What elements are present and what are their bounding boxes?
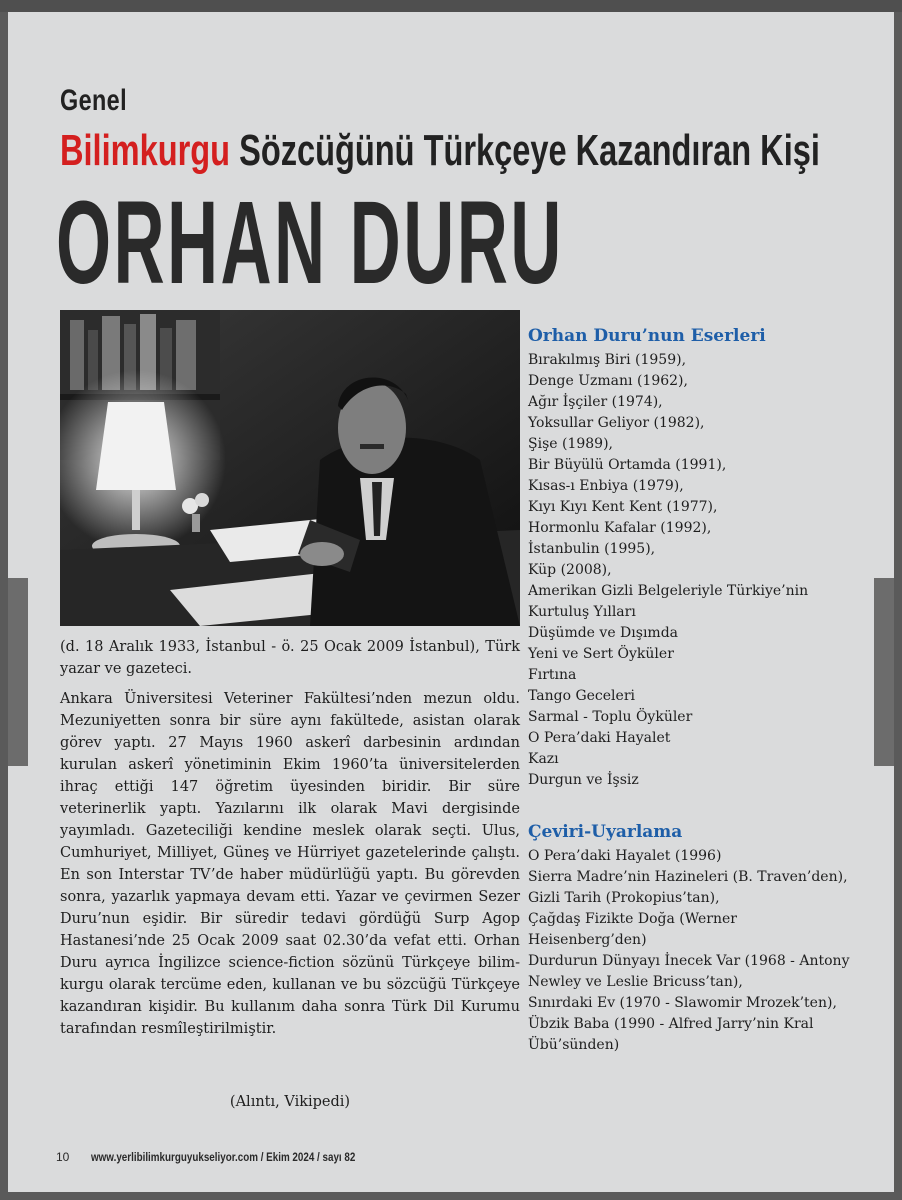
list-item: Yoksullar Geliyor (1982),	[528, 415, 705, 431]
list-item: Hormonlu Kafalar (1992),	[528, 520, 712, 536]
previous-page-tab[interactable]	[8, 578, 28, 766]
translations-list	[528, 846, 868, 1056]
page-number: 10	[56, 1150, 70, 1164]
list-item: Übzik Baba (1990 - Alfred Jarry’nin Kral	[528, 1016, 814, 1032]
list-item: Newley ve Leslie Bricuss’tan),	[528, 974, 743, 990]
translations-title: Çeviri-Uyarlama	[528, 822, 683, 842]
list-item: O Pera’daki Hayalet	[528, 730, 671, 746]
list-item: Sınırdaki Ev (1970 - Slawomir Mrozek’ten),	[528, 995, 837, 1011]
list-item: Kısas-ı Enbiya (1979),	[528, 478, 684, 494]
works-title: Orhan Duru’nun Eserleri	[528, 326, 766, 346]
list-item: Fırtına	[528, 667, 577, 683]
list-item: Gizli Tarih (Prokopius’tan),	[528, 890, 720, 906]
viewer-top-bar	[0, 0, 902, 12]
list-item: O Pera’daki Hayalet (1996)	[528, 848, 722, 864]
birth-death-caption: (d. 18 Aralık 1933, İstanbul - ö. 25 Ocak 2009 İstanbul), Türk yazar ve gazeteci.	[60, 639, 520, 677]
list-item: Amerikan Gizli Belgeleriyle Türkiye’nin	[528, 583, 809, 599]
publication-info: www.yerlibilimkurguyukseliyor.com / Ekim 2024 / sayı 82	[91, 1150, 356, 1164]
list-item: Denge Uzmanı (1962),	[528, 373, 688, 389]
list-item: Durdurun Dünyayı İnecek Var (1968 - Antony	[528, 953, 850, 969]
author-portrait-photo	[60, 310, 520, 626]
list-item: Kazı	[528, 751, 559, 767]
list-item: Heisenberg’den)	[528, 932, 647, 948]
translations-section	[528, 820, 868, 1056]
headline	[60, 126, 820, 176]
list-item: Durgun ve İşsiz	[528, 772, 639, 788]
biography-text: Ankara Üniversitesi Veteriner Fakültesi’nden mezun oldu. Mezuniyetten sonra bir süre aynı fakültede, asistan olarak görev yaptı. 27 Mayıs 1960 askerî darbesinin ardından kurulan askerî yönetiminin Ekim 1960’ta üniversitelerden ihraç ettiği 147 öğretim üyesinden biridir. Bir süre veterinerlik yaptı. Yazılarını ilk olarak Mavi dergisinde yayımladı. Gazeteciliği kendine meslek olarak seçti. Ulus, Cumhuriyet, Milliyet, Güneş ve Hürriyet gazetelerinde çalıştı. En son Interstar TV’de haber müdürlüğü yaptı. Bu görevden sonra, yazarlık yapmaya devam etti. Yazar ve çevirmen Sezer Duru’nun eşidir. Bir süredir tedavi gördüğü Surp Agop Hastanesi’nde 25 Ocak 2009 saat 02.30’da vefat etti. Orhan Duru ayrıca İngilizce science-fiction sözünü Türkçeye bilim-kurgu olarak tercüme eden, kullanan ve bu sözcüğü Türkçeye kazandıran kişidir. Bu kullanım daha sonra Türk Dil Kurumu tarafından resmîleştirilmiştir.	[60, 691, 520, 1037]
next-page-tab[interactable]	[874, 578, 894, 766]
list-item: Şişe (1989),	[528, 436, 613, 452]
list-item: Kıyı Kıyı Kent Kent (1977),	[528, 499, 718, 515]
list-item: Sierra Madre’nin Hazineleri (B. Traven’den),	[528, 869, 848, 885]
list-item: Ağır İşçiler (1974),	[528, 394, 663, 410]
works-section	[528, 324, 868, 791]
list-item: Tango Geceleri	[528, 688, 635, 704]
list-item: Yeni ve Sert Öyküler	[528, 646, 674, 662]
list-item: İstanbulin (1995),	[528, 541, 656, 557]
list-item: Çağdaş Fizikte Doğa (Werner	[528, 911, 737, 927]
page-footer	[56, 1150, 414, 1164]
subject-name: ORHAN DURU	[56, 177, 564, 309]
list-item: Düşümde ve Dışımda	[528, 625, 679, 641]
headline-highlight: Bilimkurgu	[60, 126, 231, 175]
list-item: Bırakılmış Biri (1959),	[528, 352, 687, 368]
works-list	[528, 350, 868, 791]
list-item: Sarmal - Toplu Öyküler	[528, 709, 693, 725]
list-item: Bir Büyülü Ortamda (1991),	[528, 457, 727, 473]
source-citation: (Alıntı, Vikipedi)	[229, 1094, 351, 1110]
list-item: Küp (2008),	[528, 562, 612, 578]
magazine-page	[8, 12, 894, 1192]
section-label: Genel	[60, 84, 127, 117]
headline-rest: Sözcüğünü Türkçeye Kazandıran Kişi	[239, 126, 820, 175]
list-item: Kurtuluş Yılları	[528, 604, 636, 620]
list-item: Übü’sünden)	[528, 1037, 620, 1053]
